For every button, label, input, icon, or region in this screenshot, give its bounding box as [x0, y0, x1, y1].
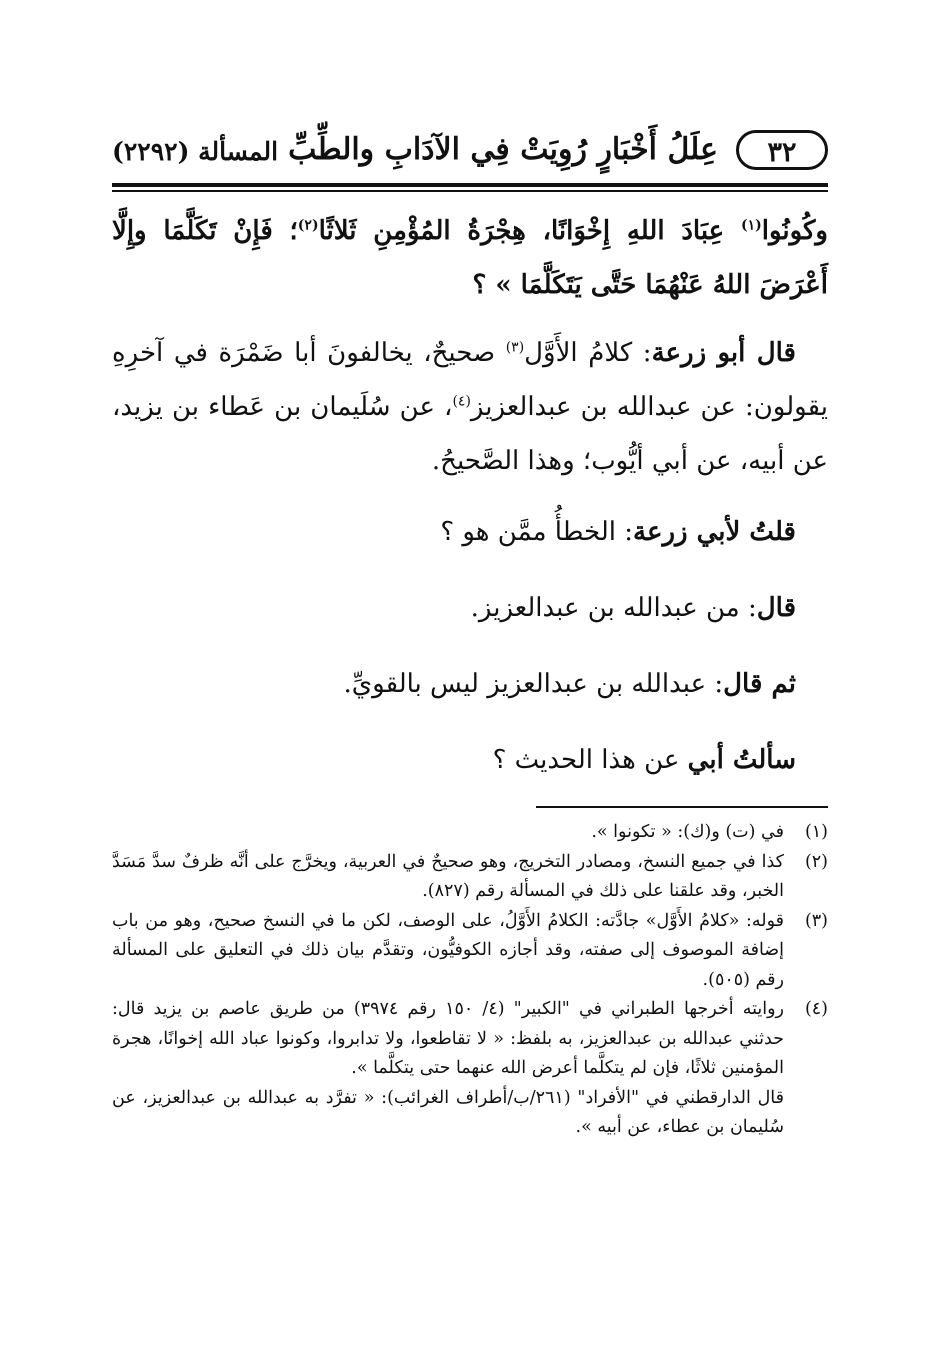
header-rule-thick — [112, 183, 828, 187]
footnote-number: (١) — [804, 822, 828, 842]
footnote-number: (٣) — [804, 910, 828, 931]
main-text — [112, 204, 828, 792]
footnote-4 — [112, 995, 828, 1084]
footnote-number: (٢) — [804, 851, 828, 872]
footnote-text: قوله: «كلامُ الأَوَّل» جادَّته: الكلامُ الأَوَّلُ، على الوصف، لكن ما في النسخ صحيح، وهو من باب إضافة الموصوف إلى صفته، وقد أجازه الكوفيُّون، وتقدَّم بيان ذلك في التعليق على المسألة رقم (٥٠٥). — [112, 910, 784, 990]
footnote-text: كذا في جميع النسخ، ومصادر التخريج، وهو صحيحٌ في العربية، ويخرَّج على أنَّه ظرفٌ سدَّ مَسَدَّ الخبر، وقد علقنا على ذلك في المسألة رقم (٨٢٧). — [112, 851, 784, 901]
footnote-ref-2: (٢) — [297, 217, 319, 234]
hadith-quote — [112, 204, 828, 312]
paragraph-part-a: : كلامُ الأَوَّل — [524, 338, 652, 368]
footnote-ref-1: (١) — [740, 217, 762, 234]
question-line — [112, 500, 828, 564]
paragraph-lead: قال أبو زرعة — [651, 338, 796, 368]
page-header — [112, 128, 828, 178]
answer-line — [112, 576, 828, 640]
line-lead: سألتُ أبي — [687, 745, 796, 775]
page-number: ٣٢ — [736, 130, 828, 170]
footnote-2 — [112, 848, 828, 907]
line-text: : من عبدالله بن عبدالعزيز. — [470, 593, 757, 623]
footnote-1 — [112, 818, 828, 848]
footnote-text: روايته أخرجها الطبراني في "الكبير" (٤/ ١٥٠ رقم ٣٩٧٤) من طريق عاصم بن يزيد قال: حدثني عبدالله بن عبدالعزيز، به بلفظ: « لا تقاطعوا، ولا تدابروا، وكونوا عباد الله إخوانًا، هجرة المؤمنين ثلاثًا، فإن لم يتكلَّما أعرض الله عنهما حتى يتكلَّما ». — [112, 999, 784, 1078]
line-text: عن هذا الحديث ؟ — [492, 745, 688, 775]
footnotes — [112, 818, 828, 1143]
paragraph-part-c: ، عن سُلَيمان بن عَطاء بن يزيد، عن أبيه، عن أبي أيُّوب؛ وهذا الصَّحيحُ. — [112, 392, 828, 476]
line-text: : عبدالله بن عبدالعزيز ليس بالقويِّ. — [343, 669, 724, 699]
line-lead: قلتُ لأبي زرعة — [633, 517, 796, 547]
footnote-3 — [112, 907, 828, 996]
quote-part-c: ؛ فَإِنْ تَكَلَّمَا وإِلَّا أَعْرَضَ اللهُ عَنْهُمَا حَتَّى يَتَكَلَّمَا » ؟ — [112, 216, 828, 300]
then-said-line — [112, 652, 828, 716]
footnote-text: في (ت) و(ك): « تكونوا ». — [591, 822, 784, 842]
footnote-number: (٤) — [804, 999, 828, 1019]
line-lead: ثم قال — [723, 669, 796, 699]
asked-father-line — [112, 728, 828, 792]
quote-part-b: عِبَادَ اللهِ إِخْوَانًا، هِجْرَةُ المُؤْمِنِ ثَلاثًا — [318, 216, 741, 246]
footnote-4-continuation: قال الدارقطني في "الأفراد" (٢٦١/ب/أطراف الغرائب): « تفرَّد به عبدالله بن عبدالعزيز، عن سُليمان بن عطاء، عن أبيه ». — [112, 1087, 785, 1137]
header-rule-thin — [112, 190, 828, 192]
line-lead: قال — [756, 593, 796, 623]
paragraph-part-b: صحيحٌ، يخالفونَ أبا ضَمْرَة في آخرِهِ يقولون: عن عبدالله بن عبدالعزيز — [112, 338, 828, 422]
issue-label: المسألة (٢٢٩٢) — [112, 137, 279, 166]
footnote-separator — [536, 806, 828, 808]
line-text: : الخطأُ ممَّن هو ؟ — [440, 517, 634, 547]
footnote-ref-3: (٣) — [505, 339, 525, 356]
abu-zura-paragraph — [112, 326, 828, 488]
quote-part-a: وكُونُوا — [761, 216, 828, 246]
footnote-ref-4: (٤) — [452, 393, 471, 410]
book-title: عِلَلُ أَخْبَارٍ رُوِيَتْ فِي الآدَابِ والطِّبِّ — [288, 132, 718, 167]
